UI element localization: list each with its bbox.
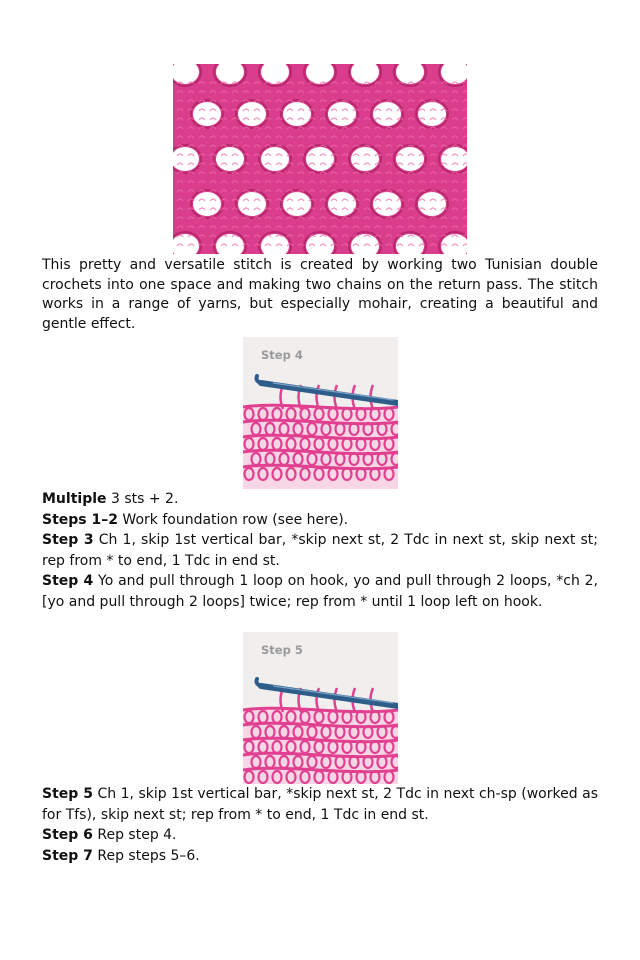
step-6-line <box>42 825 598 846</box>
step-4-label: Step 4 <box>42 573 94 589</box>
step-4-photo <box>243 337 398 489</box>
swatch-illustration <box>173 64 467 254</box>
step-7-text: Rep steps 5–6. <box>92 847 200 864</box>
step-7-label: Step 7 <box>42 847 93 864</box>
step-4-text: Yo and pull through 1 loop on hook, yo and pull through 2 loops, *ch 2, [yo and pull through 2 loops] twice; rep from * until 1 loop left on hook. <box>42 573 598 610</box>
steps-1-2-text: Work foundation row (see here). <box>117 511 349 528</box>
step-6-text: Rep step 4. <box>92 827 177 843</box>
steps-1-2-line <box>42 510 598 531</box>
step-4-line <box>42 571 598 612</box>
crochet-swatch-photo <box>173 64 467 254</box>
step-4-photo-label: Step 4 <box>261 348 303 362</box>
step-3-label: Step 3 <box>42 532 94 548</box>
multiple-text: 3 sts + 2. <box>106 491 179 507</box>
step-5-photo <box>243 632 398 784</box>
step-5-line <box>42 784 598 825</box>
step-5-photo-label: Step 5 <box>261 643 303 657</box>
step-6-label: Step 6 <box>42 827 93 843</box>
multiple-line <box>42 489 598 510</box>
step-5-label: Step 5 <box>42 786 93 802</box>
multiple-label: Multiple <box>42 491 107 507</box>
step-7-line <box>42 846 598 867</box>
instructions-steps-1-4 <box>42 489 598 612</box>
steps-1-2-label: Steps 1–2 <box>42 511 118 528</box>
intro-paragraph: This pretty and versatile stitch is created by working two Tunisian double crochets into one space and making two chains on the return pass. The stitch works in a range of yarns, but especially mohair, creating a beautiful and gentle effect. <box>42 257 598 332</box>
instructions-steps-5-7 <box>42 784 598 866</box>
step-3-line <box>42 530 598 571</box>
step-3-text: Ch 1, skip 1st vertical bar, *skip next st, 2 Tdc in next st, skip next st; rep from * to end, 1 Tdc in end st. <box>42 532 598 569</box>
step-5-text: Ch 1, skip 1st vertical bar, *skip next st, 2 Tdc in next ch-sp (worked as for Tfs), skip next st; rep from * to end, 1 Tdc in end st. <box>42 786 598 823</box>
